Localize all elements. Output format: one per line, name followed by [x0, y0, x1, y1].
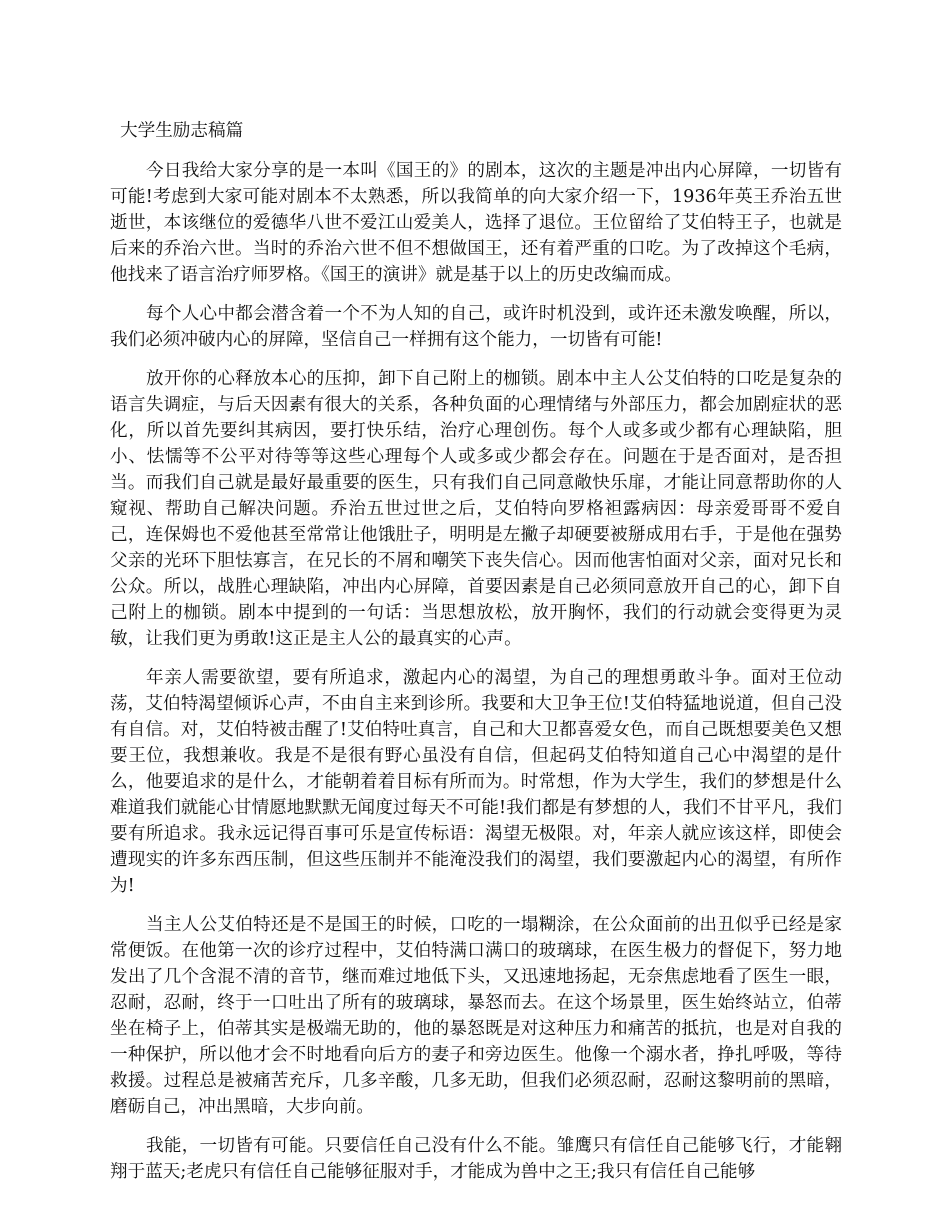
paragraph-5: 当主人公艾伯特还是不是国王的时候，口吃的一塌糊涂，在公众面前的出丑似乎已经是家常便饭。在他第一次的诊疗过程中，艾伯特满口满口的玻璃球，在医生极力的督促下，努力地发出了几个含混不清的音节，继而难过地低下头，又迅速地扬起，无奈焦虑地看了医生一眼，忍耐，忍耐，终于一口吐出了所有的玻璃球，暴怒而去。在这个场景里，医生始终站立，伯蒂坐在椅子上，伯蒂其实是极端无助的，他的暴怒既是对这种压力和痛苦的抵抗，也是对自我的一种保护，所以他才会不时地看向后方的妻子和旁边医生。他像一个溺水者，挣扎呼吸，等待 救援。过程总是被痛苦充斥，几多辛酸，几多无助，但我们必须忍耐，忍耐这黎明前的黑暗，磨砺自己，冲出黑暗，大步向前。 — [110, 915, 842, 1117]
paragraph-2: 每个人心中都会潜含着一个不为人知的自己，或许时机没到，或许还未激发唤醒，所以，我们必须冲破内心的屏障，坚信自己一样拥有这个能力，一切皆有可能! — [110, 304, 842, 350]
paragraph-4: 年亲人需要欲望，要有所追求，激起内心的渴望，为自己的理想勇敢斗争。面对王位动荡，艾伯特渴望倾诉心声，不由自主来到诊所。我要和大卫争王位!艾伯特猛地说道，但自己没有自信。对，艾伯特被击醒了!艾伯特吐真言，自己和大卫都喜爱女色，而自己既想要美色又想要王位，我想兼收。我是不是很有野心虽没有自信，但起码艾伯特知道自己心中渴望的是什么，他要追求的是什么，才能朝着着目标有所而为。时常想，作为大学生，我们的梦想是什么难道我们就能心甘情愿地默默无闻度过每天不可能!我们都是有梦想的人，我们不甘平凡，我们要有所追求。我永远记得百事可乐是宣传标语：渴望无极限。对，年亲人就应该这样，即使会遭现实的许多东西压制，但这些压制并不能淹没我们的渴望，我们要激起内心的渴望，有所作为! — [110, 668, 842, 896]
paragraph-3: 放开你的心释放本心的压抑，卸下自己附上的枷锁。剧本中主人公艾伯特的口吃是复杂的语言失调症，与后天因素有很大的关系，各种负面的心理情绪与外部压力，都会加剧症状的恶化，所以首先要纠其病因，要打快乐结，治疗心理创伤。每个人或多或少都有心理缺陷，胆小、怯懦等不公平对待等等这些心理每个人或多或少都会存在。问题在于是否面对，是否担当。而我们自己就是最好最重要的医生，只有我们自己同意敞快乐扉，才能让同意帮助你的人窥视、帮助自己解决问题。乔治五世过世之后，艾伯特向罗格袒露病因：母亲爱哥哥不爱自己，连保姆也不爱他甚至常常让他饿肚子，明明是左撇子却硬要被掰成用右手，于是他在强势父亲的光环下胆怯寡言，在兄长的不屑和嘲笑下丧失信心。因而他害怕面对父亲，面对兄长和公众。所以，战胜心理缺陷，冲出内心屏障，首要因素是自己必须同意放开自己的心，卸下自己附上的枷锁。剧本中提到的一句话：当思想放松，放开胸怀，我们的行动就会变得更为灵敏，让我们更为勇敢!这正是主人公的最真实的心声。 — [110, 369, 842, 649]
paragraph-1: 今日我给大家分享的是一本叫《国王的》的剧本，这次的主题是冲出内心屏障，一切皆有可能!考虑到大家可能对剧本不太熟悉，所以我简单的向大家介绍一下，1936年英王乔治五世逝世，本该继位的爱德华八世不爱江山爱美人，选择了退位。王位留给了艾伯特王子，也就是后来的乔治六世。当时的乔治六世不但不想做国王，还有着严重的口吃。为了改掉这个毛病，他找来了语言治疗师罗格。《国王的演讲》就是基于以上的历史改编而成。 — [110, 161, 842, 285]
document-page — [110, 118, 842, 1198]
paragraph-6: 我能，一切皆有可能。只要信任自己没有什么不能。雏鹰只有信任自己能够飞行，才能翱翔于蓝天;老虎只有信任自己能够征服对手，才能成为兽中之王;我只有信任自己能够 — [110, 1136, 842, 1182]
document-title: 大学生励志稿篇 — [120, 121, 244, 141]
